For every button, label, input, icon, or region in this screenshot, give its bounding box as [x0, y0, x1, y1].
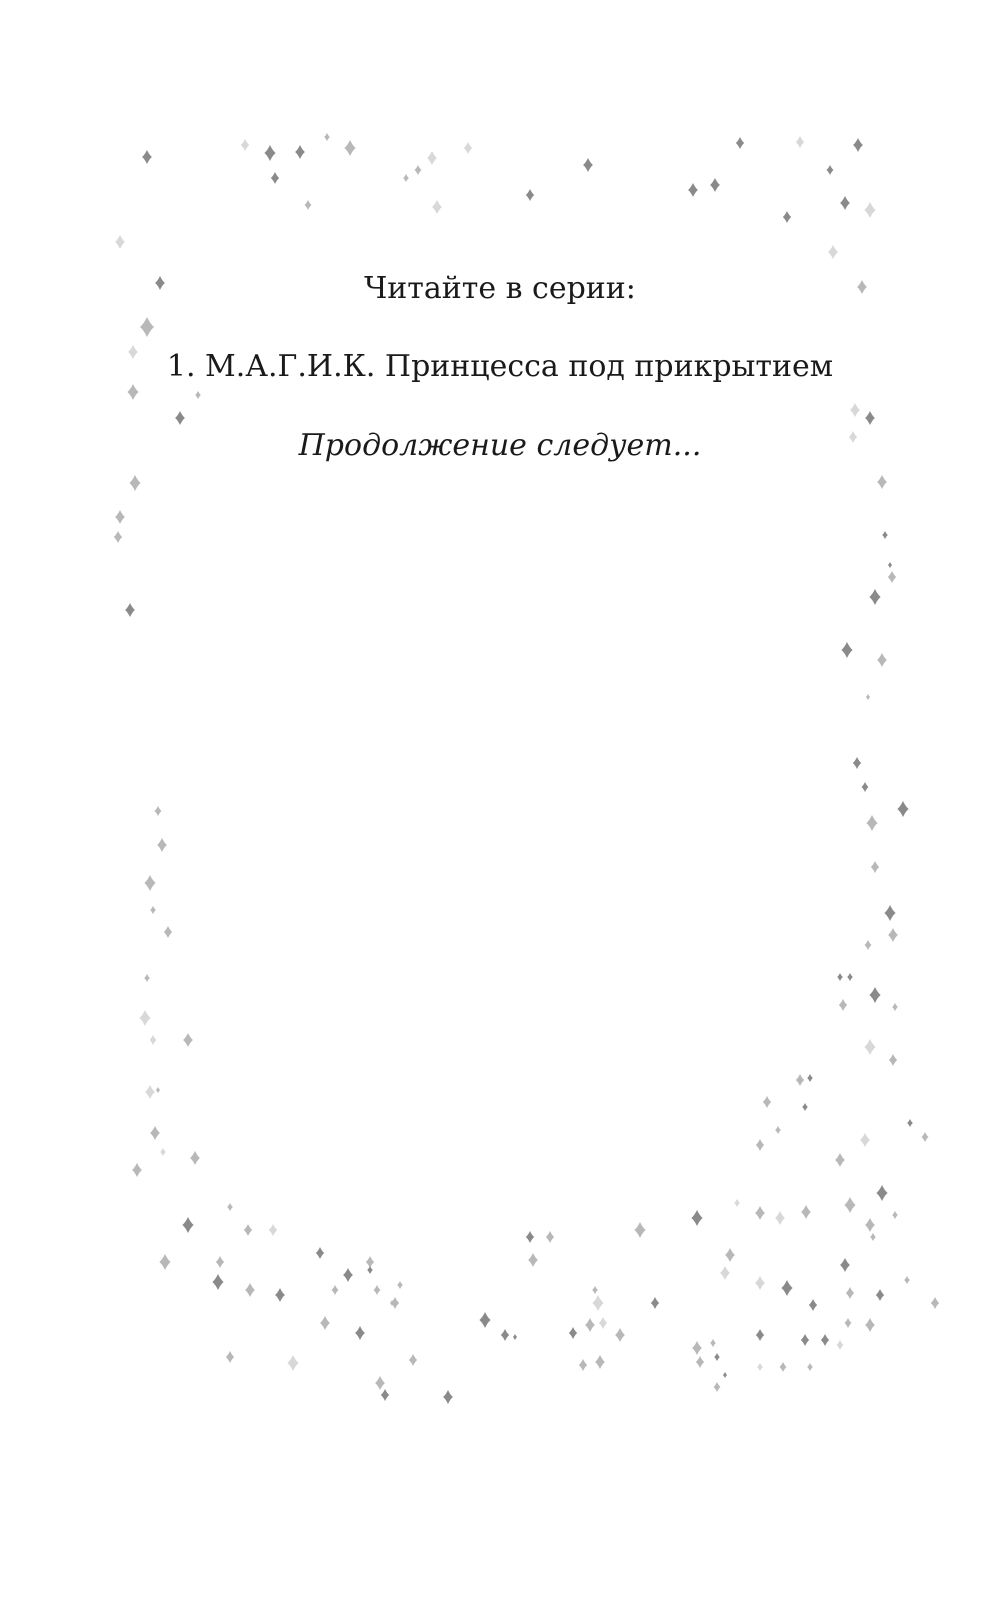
- sparkle-icon: [775, 1211, 785, 1225]
- sparkle-icon: [775, 1126, 781, 1134]
- sparkle-icon: [305, 200, 312, 210]
- sparkle-icon: [869, 589, 880, 605]
- sparkle-icon: [375, 1376, 385, 1390]
- sparkle-icon: [595, 1355, 605, 1369]
- sparkle-icon: [691, 1210, 702, 1226]
- sparkle-icon: [865, 940, 872, 950]
- sparkle-icon: [569, 1327, 577, 1339]
- sparkle-icon: [688, 183, 698, 197]
- sparkle-icon: [150, 1035, 157, 1045]
- sparkle-icon: [592, 1286, 598, 1294]
- sparkle-icon: [427, 151, 437, 165]
- sparkle-icon: [837, 973, 843, 981]
- sparkle-icon: [212, 1274, 223, 1290]
- sparkle-icon: [324, 133, 330, 141]
- sparkle-icon: [783, 211, 791, 223]
- sparkle-icon: [892, 1211, 898, 1219]
- sparkle-icon: [227, 1203, 233, 1211]
- sparkle-icon: [129, 475, 140, 491]
- sparkle-icon: [501, 1329, 509, 1341]
- sparkle-icon: [882, 531, 888, 539]
- sparkle-icon: [526, 189, 534, 201]
- sparkle-icon: [150, 1126, 160, 1140]
- sparkle-icon: [835, 1153, 845, 1167]
- sparkle-icon: [144, 974, 150, 982]
- sparkle-icon: [821, 1334, 829, 1346]
- sparkle-icon: [807, 1363, 813, 1371]
- sparkle-icon: [723, 1372, 727, 1378]
- sparkle-icon: [710, 178, 720, 192]
- sparkle-icon: [755, 1206, 765, 1220]
- sparkle-icon: [871, 861, 879, 873]
- sparkle-icon: [615, 1328, 625, 1342]
- sparkle-icon: [780, 1362, 787, 1372]
- sparkle-icon: [150, 906, 156, 914]
- sparkle-icon: [216, 1256, 224, 1268]
- sparkle-icon: [869, 987, 880, 1003]
- sparkle-icon: [583, 158, 593, 172]
- sparkle-icon: [860, 1133, 870, 1147]
- sparkle-icon: [145, 1085, 155, 1099]
- sparkle-icon: [164, 926, 172, 938]
- sparkle-icon: [195, 391, 201, 399]
- sparkle-icon: [692, 1341, 702, 1355]
- sparkle-icon: [865, 1218, 875, 1232]
- sparkle-icon: [756, 1139, 764, 1151]
- sparkle-icon: [853, 757, 861, 769]
- sparkle-icon: [344, 140, 355, 156]
- sparkle-icon: [355, 1326, 365, 1340]
- sparkle-icon: [140, 317, 154, 337]
- sparkle-icon: [736, 137, 744, 149]
- sparkle-icon: [888, 928, 898, 942]
- sparkle-icon: [183, 1033, 193, 1047]
- sparkle-icon: [892, 1003, 898, 1011]
- sparkle-icon: [175, 411, 185, 425]
- sparkle-icon: [144, 875, 155, 891]
- sparkle-icon: [579, 1359, 587, 1371]
- sparkle-icon: [182, 1217, 193, 1233]
- sparkle-icon: [866, 694, 870, 700]
- sparkle-icon: [837, 1340, 844, 1350]
- sparkle-icon: [320, 1316, 330, 1330]
- sparkle-icon: [757, 1363, 763, 1371]
- sparkle-icon: [332, 1285, 339, 1295]
- sparkle-icon: [479, 1312, 490, 1328]
- sparkle-icon: [864, 202, 875, 218]
- sparkle-icon: [781, 1280, 792, 1296]
- sparkle-icon: [432, 200, 442, 214]
- sparkle-icon: [801, 1334, 809, 1346]
- sparkle-icon: [287, 1355, 298, 1371]
- sparkle-icon: [802, 1103, 808, 1111]
- sparkle-icon: [464, 142, 472, 154]
- sparkle-icon: [132, 1163, 142, 1177]
- sparkle-icon: [907, 1119, 913, 1127]
- sparkle-icon: [853, 138, 863, 152]
- sparkle-icon: [827, 165, 834, 175]
- sparkle-icon: [876, 1185, 887, 1201]
- sparkle-icon: [828, 245, 838, 259]
- sparkle-icon: [142, 150, 152, 164]
- sparkle-icon: [415, 165, 422, 175]
- sparkle-icon: [160, 1148, 166, 1156]
- sparkle-icon: [888, 571, 896, 583]
- sparkle-icon: [513, 1334, 517, 1340]
- sparkle-icon: [845, 1318, 852, 1328]
- sparkle-icon: [870, 1233, 876, 1241]
- sparkle-icon: [155, 806, 162, 816]
- sparkle-icon: [526, 1231, 534, 1243]
- sparkle-icon: [585, 1318, 595, 1332]
- sparkle-icon: [374, 1285, 381, 1295]
- sparkle-icon: [271, 172, 279, 184]
- sparkle-icon: [807, 1074, 813, 1082]
- sparkle-icon: [156, 1087, 160, 1093]
- sparkle-icon: [528, 1253, 538, 1267]
- sparkle-icon: [841, 642, 852, 658]
- sparkle-icon: [862, 782, 869, 792]
- sparkle-icon: [241, 139, 249, 151]
- to-be-continued: Продолжение следует...: [298, 428, 702, 463]
- sparkle-icon: [865, 411, 875, 425]
- sparkle-icon: [403, 174, 409, 182]
- sparkle-icon: [865, 1318, 875, 1332]
- sparkle-icon: [734, 1199, 740, 1207]
- sparkle-icon: [157, 838, 167, 852]
- sparkle-icon: [844, 1197, 855, 1213]
- sparkle-icon: [809, 1299, 817, 1311]
- sparkle-icon: [651, 1297, 659, 1309]
- sparkle-icon: [115, 510, 125, 524]
- sparkle-icon: [264, 145, 275, 161]
- sparkle-icon: [864, 1039, 875, 1055]
- sparkle-icon: [888, 562, 892, 568]
- sparkle-icon: [850, 403, 860, 417]
- sparkle-icon: [756, 1329, 764, 1341]
- sparkle-icon: [710, 1339, 716, 1347]
- sparkle-icon: [443, 1390, 453, 1404]
- sparkle-icon: [244, 1224, 252, 1236]
- sparkle-icon: [125, 603, 135, 617]
- sparkle-icon: [343, 1268, 353, 1282]
- sparkle-icon: [245, 1283, 255, 1297]
- sparkle-icon: [840, 196, 850, 210]
- sparkle-icon: [889, 1054, 897, 1066]
- sparkle-icon: [931, 1297, 939, 1309]
- series-item-1: 1. М.А.Г.И.К. Принцесса под прикрытием: [166, 349, 834, 384]
- sparkle-icon: [127, 384, 138, 400]
- sparkle-icon: [139, 1010, 150, 1026]
- sparkle-icon: [866, 815, 877, 831]
- sparkle-icon: [839, 999, 847, 1011]
- sparkle-icon: [696, 1356, 704, 1368]
- sparkle-icon: [897, 801, 908, 817]
- sparkle-icon: [847, 973, 853, 981]
- sparkle-icon: [884, 905, 895, 921]
- sparkle-icon: [725, 1248, 735, 1262]
- sparkle-icon: [114, 531, 122, 543]
- sparkle-icon: [796, 136, 804, 148]
- series-heading: Читайте в серии:: [364, 271, 636, 306]
- sparkle-icon: [755, 1276, 765, 1290]
- sparkle-icon: [381, 1389, 389, 1401]
- sparkle-icon: [801, 1205, 811, 1219]
- sparkle-icon: [720, 1266, 730, 1280]
- sparkle-icon: [190, 1151, 200, 1165]
- sparkle-icon: [904, 1276, 910, 1284]
- sparkle-icon: [367, 1266, 373, 1274]
- sparkle-icon: [409, 1354, 417, 1366]
- sparkle-icon: [796, 1074, 804, 1086]
- sparkle-icon: [316, 1247, 324, 1259]
- sparkle-icon: [763, 1096, 771, 1108]
- sparkle-icon: [275, 1288, 285, 1302]
- sparkle-icon: [546, 1231, 554, 1243]
- sparkle-icon: [877, 653, 887, 667]
- sparkle-icon: [159, 1254, 170, 1270]
- sparkle-icon: [846, 1287, 854, 1299]
- sparkle-icon: [295, 145, 305, 159]
- sparkle-icon: [592, 1295, 603, 1311]
- sparkle-icon: [922, 1132, 929, 1142]
- sparkle-icon: [115, 235, 125, 249]
- sparkle-icon: [840, 1258, 850, 1272]
- sparkle-icon: [226, 1351, 234, 1363]
- sparkle-icon: [397, 1281, 403, 1289]
- sparkle-icon: [876, 1289, 884, 1301]
- sparkle-icon: [269, 1224, 277, 1236]
- sparkle-icon: [714, 1382, 721, 1392]
- sparkle-icon: [714, 1353, 720, 1361]
- sparkle-icon: [599, 1317, 607, 1329]
- sparkle-icon: [634, 1222, 645, 1238]
- sparkle-icon: [877, 475, 887, 489]
